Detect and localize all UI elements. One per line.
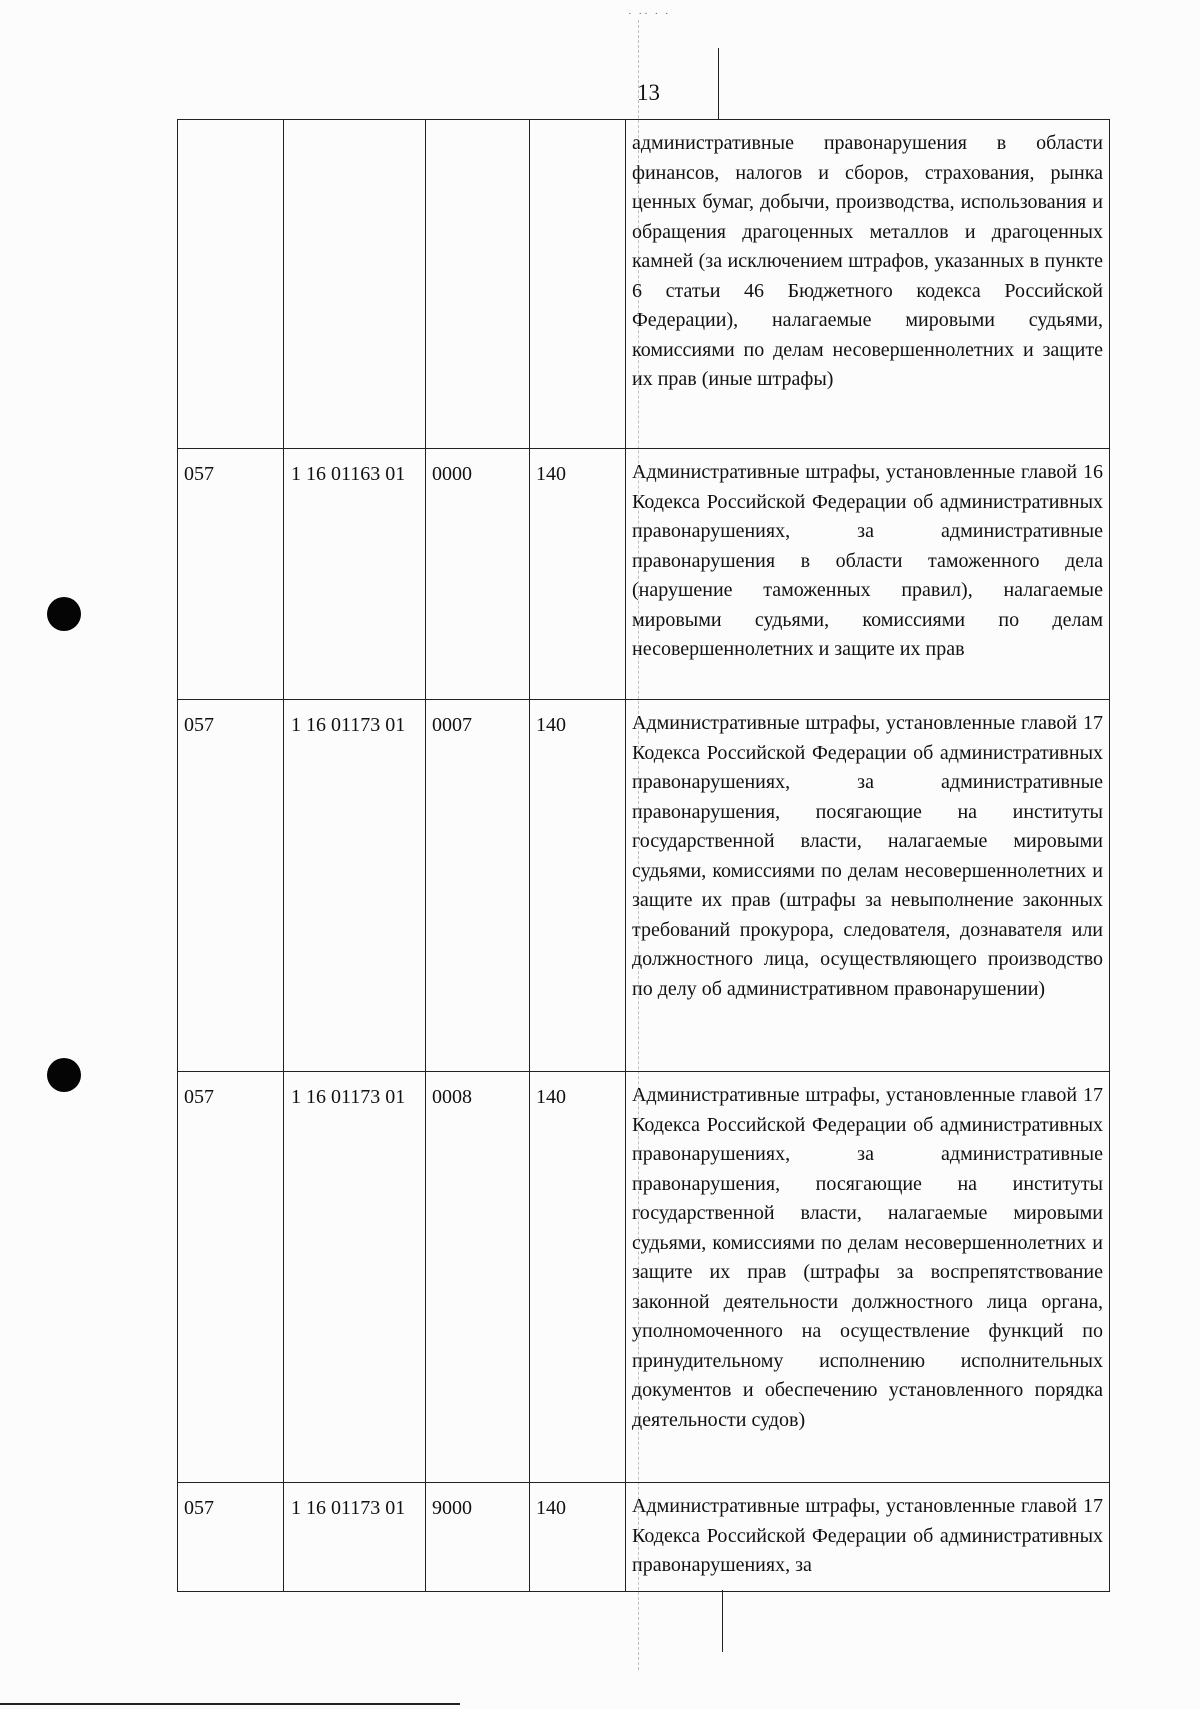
- admin-code-cell: 057: [178, 1072, 284, 1483]
- description-text: административные правонарушения в области финансов, налогов и сборов, страхования, рынка ценных бумаг, добычи, производства, использования и обращения драгоценных металлов и драгоценных камней (за исключением штрафов, указанных в пункте 6 статьи 46 Бюджетного кодекса Российской Федерации), налагаемые мировыми судьями, комиссиями по делам несовершеннолетних и защите их прав (иные штрафы): [632, 132, 1103, 390]
- punch-hole-bottom: [47, 1058, 81, 1092]
- scan-edge-line-bottom-left: [0, 1703, 460, 1705]
- table-row: [178, 700, 1110, 1072]
- description-cell: [626, 1072, 1110, 1483]
- description-cell: [626, 700, 1110, 1072]
- table-row: [178, 1072, 1110, 1483]
- table-row: [178, 1483, 1110, 1592]
- economic-code-cell: [530, 120, 626, 449]
- admin-code-cell: 057: [178, 700, 284, 1072]
- admin-code-cell: 057: [178, 1483, 284, 1592]
- description-text: Административные штрафы, установленные главой 17 Кодекса Российской Федерации об административных правонарушениях, за административные правонарушения, посягающие на институты государственной власти, налагаемые мировыми судьями, комиссиями по делам несовершеннолетних и защите их прав (штрафы за невыполнение законных требований прокурора, следователя, дознавателя или должностного лица, осуществляющего производство по делу об административном правонарушении): [632, 712, 1103, 1000]
- description-cell: [626, 120, 1110, 449]
- description-text: Административные штрафы, установленные главой 17 Кодекса Российской Федерации об административных правонарушениях, за: [632, 1495, 1103, 1576]
- program-code-cell: [426, 120, 530, 449]
- scan-edge-line-top: [718, 48, 719, 120]
- income-code-cell: 1 16 01173 01: [284, 1072, 426, 1483]
- program-code-cell: 9000: [426, 1483, 530, 1592]
- income-code-cell: 1 16 01163 01: [284, 449, 426, 700]
- program-code-cell: 0007: [426, 700, 530, 1072]
- description-cell: [626, 449, 1110, 700]
- income-code-cell: 1 16 01173 01: [284, 700, 426, 1072]
- economic-code-cell: 140: [530, 1072, 626, 1483]
- economic-code-cell: 140: [530, 700, 626, 1072]
- description-text: Административные штрафы, установленные главой 16 Кодекса Российской Федерации об административных правонарушениях, за административные правонарушения в области таможенного дела (нарушение таможенных правил), налагаемые мировыми судьями, комиссиями по делам несовершеннолетних и защите их прав: [632, 461, 1103, 660]
- scan-marks: · ·· · ·: [628, 8, 671, 20]
- table-row: [178, 120, 1110, 449]
- economic-code-cell: 140: [530, 449, 626, 700]
- table-row: [178, 449, 1110, 700]
- description-cell: [626, 1483, 1110, 1592]
- program-code-cell: 0000: [426, 449, 530, 700]
- description-text: Административные штрафы, установленные главой 17 Кодекса Российской Федерации об административных правонарушениях, за административные правонарушения, посягающие на институты государственной власти, налагаемые мировыми судьями, комиссиями по делам несовершеннолетних и защите их прав (штрафы за воспрепятствование законной деятельности должностного лица органа, уполномоченного на осуществление функций по принудительному исполнению исполнительных документов и обеспечению установленного порядка деятельности судов): [632, 1084, 1103, 1431]
- income-code-cell: [284, 120, 426, 449]
- economic-code-cell: 140: [530, 1483, 626, 1592]
- page-number: 13: [637, 80, 660, 105]
- budget-codes-table: [177, 119, 1110, 1592]
- punch-hole-top: [47, 597, 81, 631]
- program-code-cell: 0008: [426, 1072, 530, 1483]
- income-code-cell: 1 16 01173 01: [284, 1483, 426, 1592]
- admin-code-cell: [178, 120, 284, 449]
- scan-edge-line-bottom: [722, 1590, 723, 1652]
- admin-code-cell: 057: [178, 449, 284, 700]
